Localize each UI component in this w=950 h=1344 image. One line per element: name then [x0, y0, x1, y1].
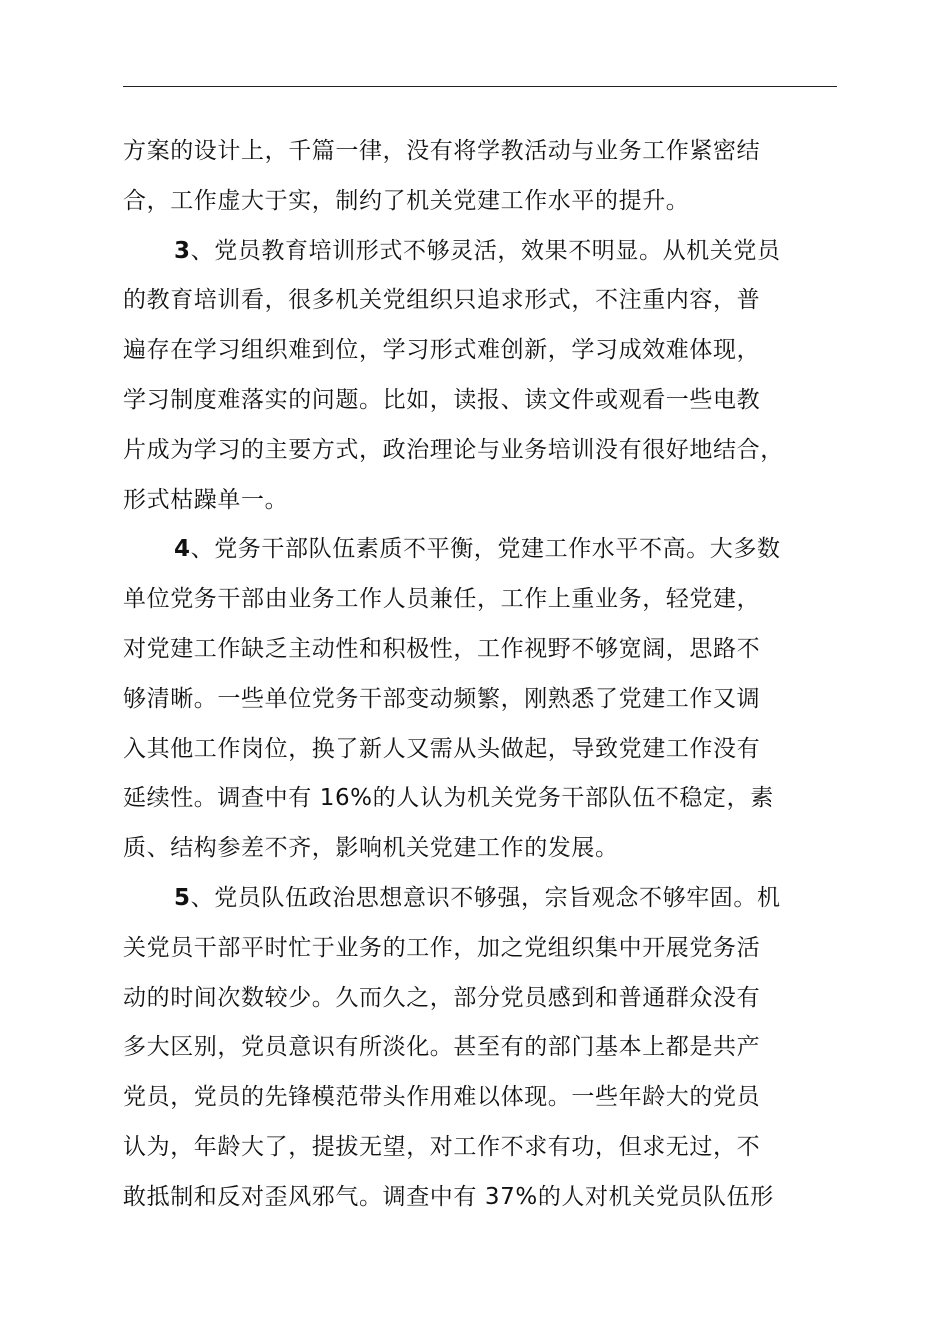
text-line: 的教育培训看，很多机关党组织只追求形式，不注重内容，普 [123, 287, 761, 314]
text-line: 方案的设计上，千篇一律，没有将学教活动与业务工作紧密结 [123, 138, 761, 164]
text-line: 形式枯躁单一。 [123, 486, 289, 513]
item-number: 5 [174, 884, 191, 911]
item-number: 3 [174, 237, 191, 264]
text-line: 学习制度难落实的问题。比如，读报、读文件或观看一些电教 [123, 386, 761, 413]
text-line: 党员，党员的先锋模范带头作用难以体现。一些年龄大的党员 [123, 1084, 761, 1111]
text-line: 多大区别，党员意识有所淡化。甚至有的部门基本上都是共产 [123, 1034, 761, 1061]
text-line: 遍存在学习组织难到位，学习形式难创新，学习成效难体现， [123, 337, 761, 364]
text-line: 单位党务干部由业务工作人员兼任，工作上重业务，轻党建， [123, 586, 761, 613]
text-line: 对党建工作缺乏主动性和积极性，工作视野不够宽阔，思路不 [123, 635, 761, 662]
text-line: 3、党员教育培训形式不够灵活，效果不明显。从机关党员 [174, 237, 781, 264]
text-line: 4、党务干部队伍素质不平衡，党建工作水平不高。大多数 [174, 536, 781, 563]
text-line: 认为，年龄大了，提拔无望，对工作不求有功，但求无过，不 [123, 1133, 761, 1160]
text-line: 质、结构参差不齐，影响机关党建工作的发展。 [123, 835, 619, 862]
text-line: 动的时间次数较少。久而久之，部分党员感到和普通群众没有 [123, 984, 761, 1011]
item-number: 4 [174, 536, 191, 563]
header-rule [123, 86, 837, 87]
text-line: 5、党员队伍政治思想意识不够强，宗旨观念不够牢固。机 [174, 884, 781, 911]
text-line: 入其他工作岗位，换了新人又需从头做起，导致党建工作没有 [123, 735, 761, 762]
text-line: 合，工作虚大于实，制约了机关党建工作水平的提升。 [123, 187, 690, 214]
text-line: 延续性。调查中有 16%的人认为机关党务干部队伍不稳定，素 [123, 785, 774, 812]
text-line: 片成为学习的主要方式，政治理论与业务培训没有很好地结合， [123, 436, 784, 463]
body-text [123, 127, 837, 1223]
text-line: 敢抵制和反对歪风邪气。调查中有 37%的人对机关党员队伍形 [123, 1183, 774, 1210]
text-line: 关党员干部平时忙于业务的工作，加之党组织集中开展党务活 [123, 934, 761, 961]
text-line: 够清晰。一些单位党务干部变动频繁，刚熟悉了党建工作又调 [123, 685, 761, 712]
